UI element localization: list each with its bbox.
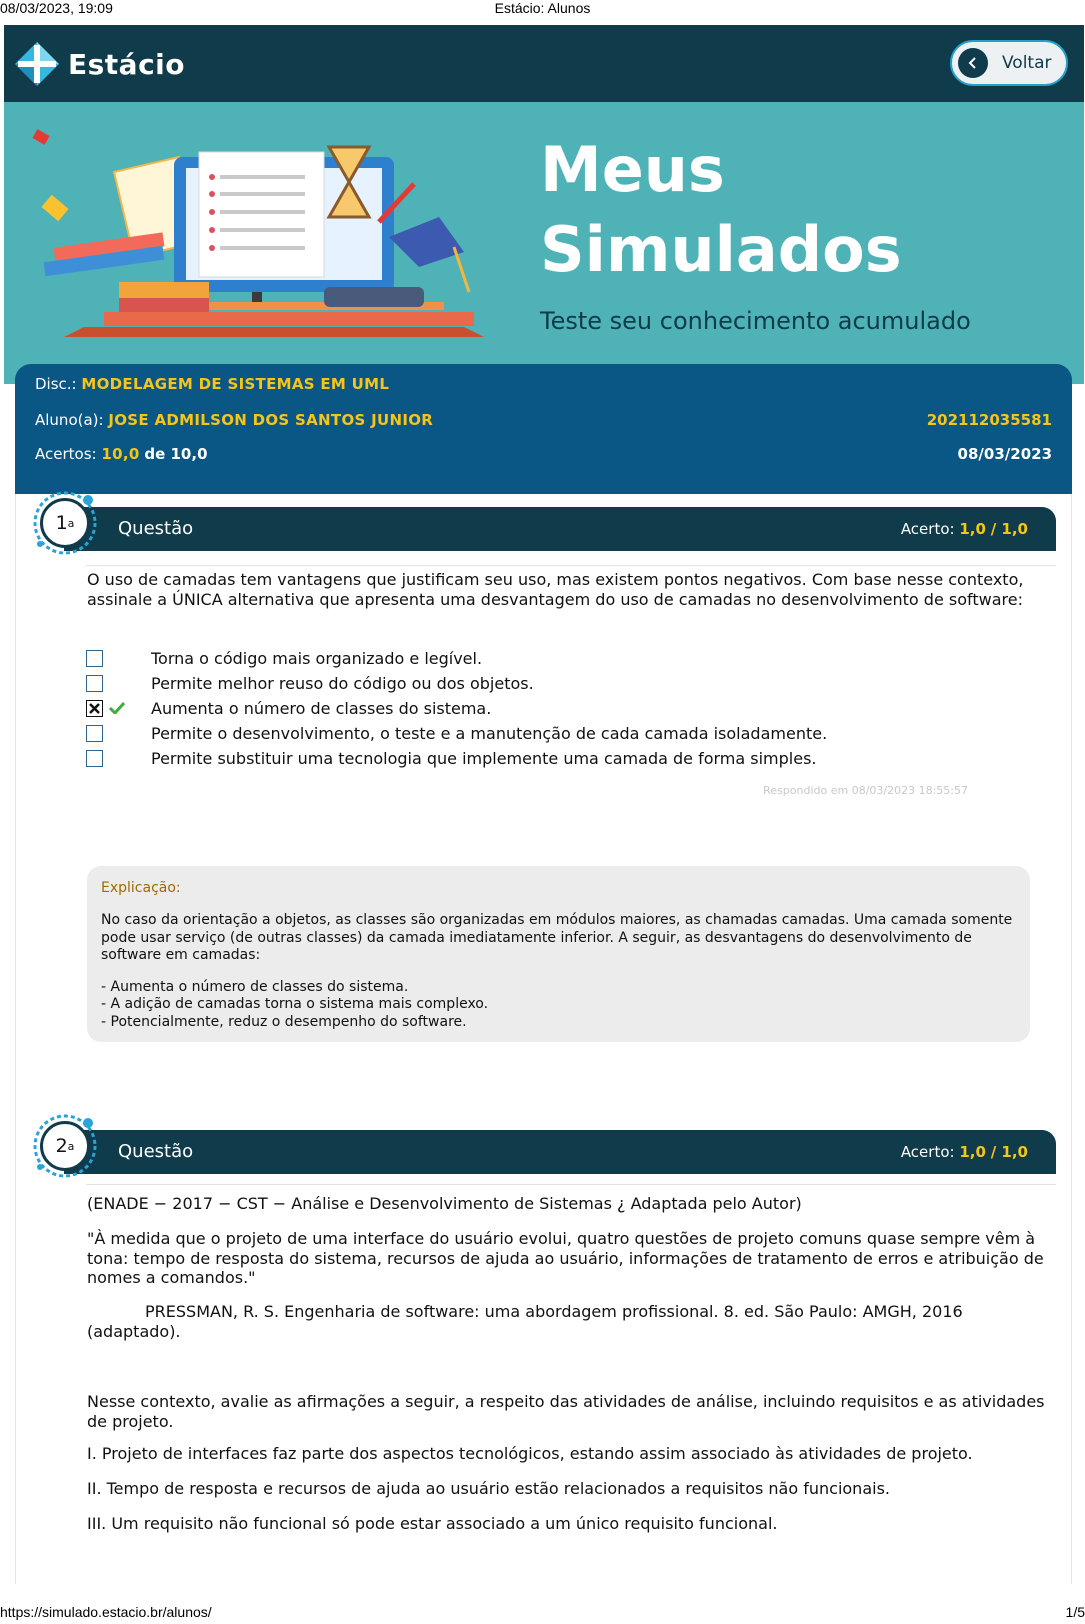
print-page-number: 1/5 <box>1065 1604 1085 1620</box>
x-checkbox-icon[interactable] <box>86 700 103 717</box>
explanation-text: No caso da orientação a objetos, as classes são organizadas em módulos maiores, as chamadas camadas. Uma camada somente pode usar serviço (de outras classes) da camada imediatamente inferior. A seguir, as desvantagens do desenvolvimento de software em camadas: <box>101 912 1013 963</box>
explanation-item: - A adição de camadas torna o sistema mais complexo. <box>101 996 489 1012</box>
explanation-item: - Potencialmente, reduz o desempenho do software. <box>101 1013 467 1030</box>
question-1-divider <box>86 565 1056 566</box>
question-1-option-4[interactable]: Permite o desenvolvimento, o teste e a manutenção de cada camada isoladamente. <box>86 722 1046 744</box>
student-name: JOSE ADMILSON DOS SANTOS JUNIOR <box>108 411 434 429</box>
hits-total: de 10,0 <box>144 445 208 463</box>
question-2-statement-2: II. Tempo de resposta e recursos de ajuda ao usuário estão relacionados a requisitos não funcionais. <box>87 1479 890 1498</box>
student-row: Aluno(a): JOSE ADMILSON DOS SANTOS JUNIOR <box>35 411 434 429</box>
question-1-header <box>64 507 1056 551</box>
top-navbar <box>4 25 1084 102</box>
explanation-item: - Aumenta o número de classes do sistema. <box>101 978 409 995</box>
back-button[interactable] <box>950 40 1068 86</box>
question-1-explanation <box>87 866 1030 1042</box>
question-2-context: Nesse contexto, avalie as afirmações a seguir, a respeito das atividades de análise, incluindo requisitos e as atividades de projeto. <box>87 1392 1045 1431</box>
question-1-option-1[interactable]: Torna o código mais organizado e legível. <box>86 647 1046 669</box>
question-2-divider <box>86 1184 1056 1185</box>
brand-logo[interactable] <box>14 39 185 89</box>
exam-info-card <box>15 364 1072 494</box>
print-page-title: Estácio: Alunos <box>494 0 591 16</box>
question-2-statement-1: I. Projeto de interfaces faz parte dos aspectos tecnológicos, estando assim associado às atividades de projeto. <box>87 1444 973 1463</box>
explanation-title: Explicação: <box>101 880 181 896</box>
hero-banner <box>4 102 1084 384</box>
question-1-option-2[interactable]: Permite melhor reuso do código ou dos objetos. <box>86 672 1046 694</box>
question-1-option-3[interactable]: Aumenta o número de classes do sistema. <box>86 697 1046 719</box>
hits-value: 10,0 <box>101 445 140 463</box>
question-1-number-badge: 1 a <box>32 490 98 556</box>
question-1-answered-at: Respondido em 08/03/2023 18:55:57 <box>763 784 968 797</box>
print-datetime: 08/03/2023, 19:09 <box>0 0 113 16</box>
print-url: https://simulado.estacio.br/alunos/ <box>0 1604 212 1620</box>
question-2-reference: PRESSMAN, R. S. Engenharia de software: uma abordagem profissional. 8. ed. São Paulo: AMGH, 2016 (adaptado). <box>87 1302 963 1341</box>
brand-name: Estácio <box>68 47 186 81</box>
checkbox[interactable] <box>86 750 103 767</box>
question-2-quote: "À medida que o projeto de uma interface do usuário evolui, quatro questões de projeto comuns quase sempre vêm à tona: tempo de resposta do sistema, recursos de ajuda ao usuário, informações de tratamento de erros e atribuição de nomes a comandos." <box>87 1229 1044 1287</box>
checkbox[interactable] <box>86 650 103 667</box>
student-id: 202112035581 <box>926 411 1052 429</box>
page-subtitle: Teste seu conhecimento acumulado <box>540 307 971 335</box>
hits-row: Acertos: 10,0 de 10,0 <box>35 445 208 463</box>
page-title: Meus Simulados <box>540 133 902 286</box>
question-1-statement: O uso de camadas tem vantagens que justificam seu uso, mas existem pontos negativos. Com base nesse contexto, assinale a ÚNICA alternativa que apresenta uma desvantagem do uso de camadas no desenvolvimento de software: <box>87 570 1024 609</box>
question-2-number-badge: 2 a <box>32 1113 98 1179</box>
discipline-name: MODELAGEM DE SISTEMAS EM UML <box>81 375 390 393</box>
discipline-row: Disc.: MODELAGEM DE SISTEMAS EM UML <box>35 375 390 393</box>
question-2-label: Questão <box>118 1141 194 1162</box>
question-2-source: (ENADE − 2017 − CST − Análise e Desenvolvimento de Sistemas ¿ Adaptada pelo Autor) <box>87 1194 802 1213</box>
exam-date: 08/03/2023 <box>957 445 1052 463</box>
print-footer <box>0 1602 1085 1624</box>
checkbox[interactable] <box>86 675 103 692</box>
estacio-diamond-logo-icon <box>14 41 60 87</box>
green-check-icon <box>103 700 143 717</box>
question-1-label: Questão <box>118 518 194 539</box>
print-header <box>0 0 1085 22</box>
question-2-score: Acerto: 1,0 / 1,0 <box>900 1143 1028 1161</box>
chevron-left-icon <box>958 48 988 78</box>
checkbox[interactable] <box>86 725 103 742</box>
question-2-header <box>64 1130 1056 1174</box>
question-2-statement-3: III. Um requisito não funcional só pode estar associado a um único requisito funcional. <box>87 1514 778 1533</box>
question-1-option-5[interactable]: Permite substituir uma tecnologia que implemente uma camada de forma simples. <box>86 747 1046 769</box>
questions-panel <box>15 494 1072 1584</box>
study-illustration-icon <box>24 122 504 342</box>
back-button-label: Voltar <box>1002 53 1052 73</box>
question-1-score: Acerto: 1,0 / 1,0 <box>900 520 1028 538</box>
